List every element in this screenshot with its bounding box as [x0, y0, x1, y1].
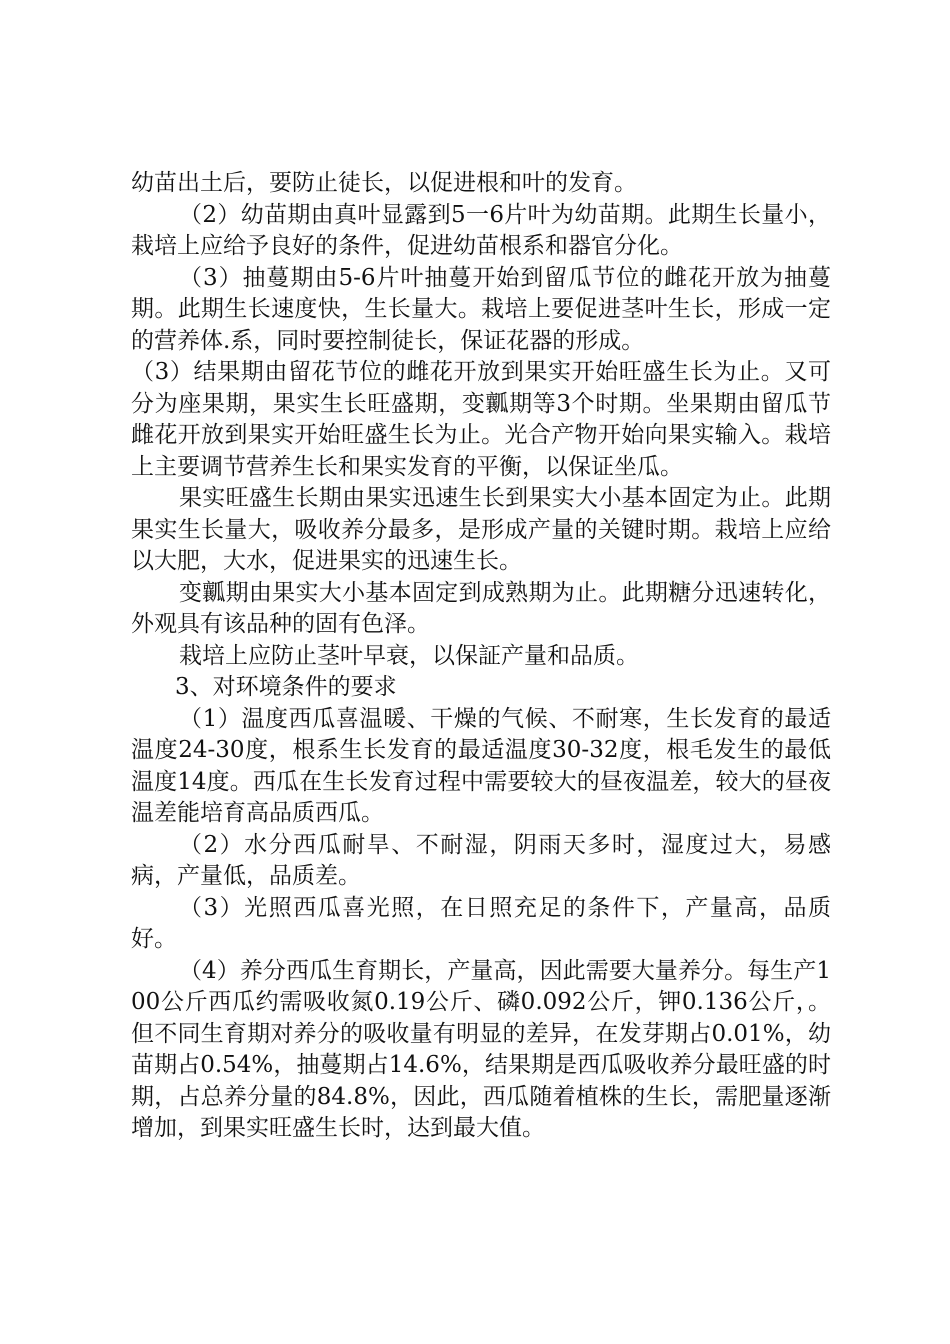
paragraph-nutrients: （4）养分西瓜生育期长，产量高，因此需要大量养分。每生产100公斤西瓜约需吸收氮0.19公斤、磷0.092公斤，钾0.136公斤，。但不同生育期对养分的吸收量有明显的差异，在发芽期占0.01%，幼苗期占0.54%，抽蔓期占14.6%，结果期是西瓜吸收养分最旺盛的时期，占总养分量的84.8%，因此，西瓜随着植株的生长，需肥量逐渐增加，到果实旺盛生长时，达到最大值。: [131, 957, 831, 1141]
paragraph-fruit-growth: 果实旺盛生长期由果实迅速生长到果实大小基本固定为止。此期果实生长量大，吸收养分最多，是形成产量的关键时期。栽培上应给以大肥，大水，促进果实的迅速生长。: [131, 485, 831, 574]
paragraph-seedling-emergence: 幼苗出土后，要防止徒长，以促进根和叶的发育。: [131, 170, 637, 196]
paragraph-light: （3）光照西瓜喜光照，在日照充足的条件下，产量高，品质好。: [131, 894, 831, 952]
paragraph-water: （2）水分西瓜耐旱、不耐湿，阴雨天多时，湿度过大，易感病，产量低，品质差。: [131, 831, 831, 889]
document-body: [131, 168, 831, 1145]
paragraph-seedling-stage: （2）幼苗期由真叶显露到5一6片叶为幼苗期。此期生长量小，栽培上应给予良好的条件，促进幼苗根系和器官分化。: [131, 201, 831, 259]
paragraph-ripening-stage: 变瓤期由果实大小基本固定到成熟期为止。此期糖分迅速转化，外观具有该品种的固有色泽。: [131, 579, 831, 637]
paragraph-vine-stage: （3）抽蔓期由5-6片叶抽蔓开始到留瓜节位的雌花开放为抽蔓期。此期生长速度快，生长量大。栽培上要促进茎叶生长，形成一定的营养体.系，同时要控制徒长，保证花器的形成。: [131, 264, 831, 354]
paragraph-fruiting-stage: （3）结果期由留花节位的雌花开放到果实开始旺盛生长为止。又可分为座果期，果实生长旺盛期，变瓤期等3个时期。坐果期由留瓜节雌花开放到果实开始旺盛生长为止。光合产物开始向果实输入。栽培上主要调节营养生长和果实发育的平衡，以保证坐瓜。: [131, 359, 831, 480]
paragraph-prevent-senescence: 栽培上应防止茎叶早衰，以保証产量和品质。: [179, 642, 639, 669]
paragraph-temperature: （1）温度西瓜喜温暖、干燥的气候、不耐寒，生长发育的最适温度24-30度，根系生长发育的最适温度30-32度，根毛发生的最低温度14度。西瓜在生长发育过程中需要较大的昼夜温差，较大的昼夜温差能培育高品质西瓜。: [131, 705, 831, 826]
section-heading-environment: 3、对环境条件的要求: [175, 674, 397, 700]
